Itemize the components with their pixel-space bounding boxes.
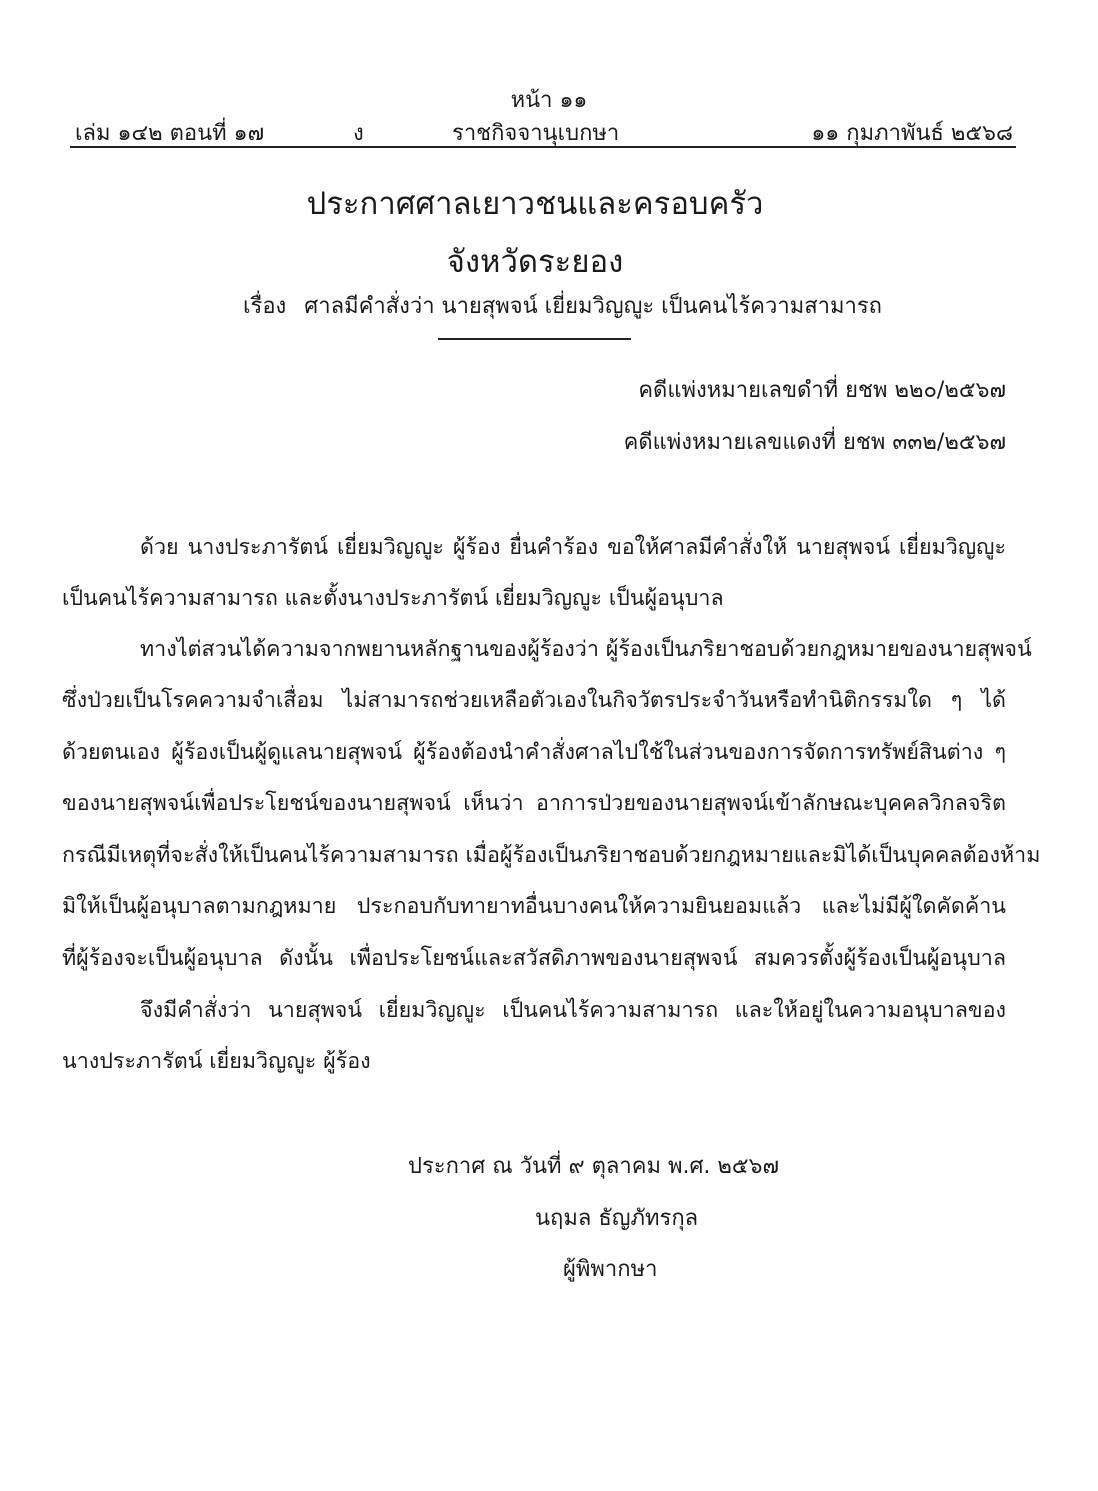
case-number-red: คดีแพ่งหมายเลขแดงที่ ยชพ ๓๓๒/๒๕๖๗ <box>623 430 1006 455</box>
header-divider <box>70 146 1016 148</box>
judge-title: ผู้พิพากษา <box>563 1257 658 1282</box>
body-line: กรณีมีเหตุที่จะสั่งให้เป็นคนไร้ความสามารถ เมื่อผู้ร้องเป็นภริยาชอบด้วยกฎหมายและมิได้เป็นบุคคลต้องห้าม <box>62 843 1041 868</box>
body-line: ของนายสุพจน์เพื่อประโยชน์ของนายสุพจน์ เห็นว่า อาการป่วยของนายสุพจน์เข้าลักษณะบุคคลวิกลจริต <box>62 791 1006 816</box>
section-letter: ง <box>353 121 364 146</box>
body-line: ที่ผู้ร้องจะเป็นผู้อนุบาล ดังนั้น เพื่อประโยชน์และสวัสดิภาพของนายสุพจน์ สมควรตั้งผู้ร้องเป็นผู้อนุบาล <box>62 946 1006 971</box>
body-line: ซึ่งป่วยเป็นโรคความจำเสื่อม ไม่สามารถช่วยเหลือตัวเองในกิจวัตรประจำวันหรือทำนิติกรรมใด ๆ ได้ <box>62 688 1006 713</box>
body-line: ด้วยตนเอง ผู้ร้องเป็นผู้ดูแลนายสุพจน์ ผู้ร้องต้องนำคำสั่งศาลไปใช้ในส่วนของการจัดการทรัพย์สินต่าง ๆ <box>62 740 1006 765</box>
judge-name: นฤมล ธัญภัทรกุล <box>535 1206 699 1231</box>
body-line: ด้วย นางประภารัตน์ เยี่ยมวิญญูะ ผู้ร้อง ยื่นคำร้อง ขอให้ศาลมีคำสั่งให้ นายสุพจน์ เยี่ยมวิญญูะ <box>140 535 1006 560</box>
case-number-black: คดีแพ่งหมายเลขดำที่ ยชพ ๒๒๐/๒๕๖๗ <box>638 378 1006 403</box>
volume-issue: เล่ม ๑๔๒ ตอนที่ ๑๗ <box>75 121 265 146</box>
announcement-date: ประกาศ ณ วันที่ ๙ ตุลาคม พ.ศ. ๒๕๖๗ <box>408 1154 780 1179</box>
title-divider <box>438 338 631 340</box>
gazette-name: ราชกิจจานุเบกษา <box>452 121 620 146</box>
subject-label: เรื่อง <box>243 294 287 319</box>
body-line: นางประภารัตน์ เยี่ยมวิญญูะ ผู้ร้อง <box>62 1049 371 1074</box>
body-line: เป็นคนไร้ความสามารถ และตั้งนางประภารัตน์ เยี่ยมวิญญูะ เป็นผู้อนุบาล <box>62 586 724 611</box>
document-title: ประกาศศาลเยาวชนและครอบครัว <box>306 186 764 222</box>
body-line: ทางไต่สวนได้ความจากพยานหลักฐานของผู้ร้องว่า ผู้ร้องเป็นภริยาชอบด้วยกฎหมายของนายสุพจน์ <box>140 637 1032 662</box>
page-number: หน้า ๑๑ <box>510 88 588 113</box>
subject-line <box>0 288 1098 323</box>
document-subtitle: จังหวัดระยอง <box>446 244 624 280</box>
body-line: จึงมีคำสั่งว่า นายสุพจน์ เยี่ยมวิญญูะ เป็นคนไร้ความสามารถ และให้อยู่ในความอนุบาลของ <box>140 998 1006 1023</box>
body-line: มิให้เป็นผู้อนุบาลตามกฎหมาย ประกอบกับทายาทอื่นบางคนให้ความยินยอมแล้ว และไม่มีผู้ใดคัดค้าน <box>62 894 1006 919</box>
issue-date: ๑๑ กุมภาพันธ์ ๒๕๖๘ <box>811 121 1013 146</box>
subject-text: ศาลมีคำสั่งว่า นายสุพจน์ เยี่ยมวิญญูะ เป็นคนไร้ความสามารถ <box>304 294 882 319</box>
